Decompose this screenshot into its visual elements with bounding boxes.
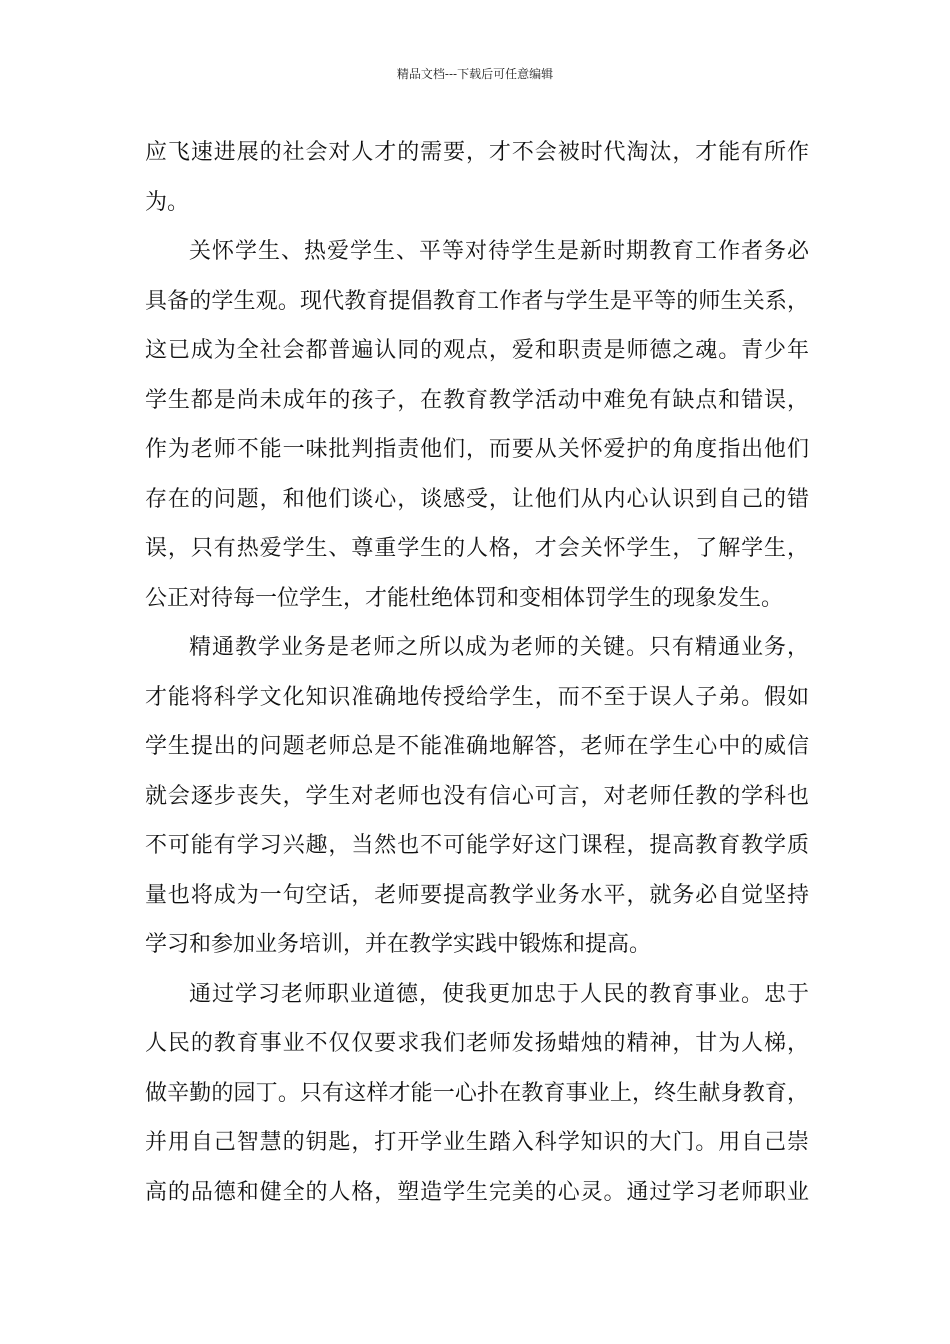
text-line: 量也将成为一句空话，老师要提高教学业务水平，就务必自觉坚持 — [145, 882, 809, 908]
text-line: 为。 — [145, 189, 190, 215]
text-line: 作为老师不能一味批判指责他们，而要从关怀爱护的角度指出他们 — [145, 437, 809, 462]
text-line: 高的品德和健全的人格，塑造学生完美的心灵。通过学习老师职业 — [145, 1179, 809, 1205]
text-line: 误，只有热爱学生、尊重学生的人格，才会关怀学生，了解学生， — [145, 536, 809, 561]
text-line: 具备的学生观。现代教育提倡教育工作者与学生是平等的师生关系， — [145, 288, 809, 314]
text-line: 人民的教育事业不仅仅要求我们老师发扬蜡烛的精神，甘为人梯， — [145, 1031, 809, 1056]
text-line: 存在的问题，和他们谈心，谈感受，让他们从内心认识到自己的错 — [145, 486, 809, 512]
document-body — [145, 128, 809, 1217]
text-line: 学生提出的问题老师总是不能准确地解答，老师在学生心中的威信 — [145, 734, 809, 759]
text-line: 做辛勤的园丁。只有这样才能一心扑在教育事业上，终生献身教育， — [145, 1080, 809, 1106]
text-line: 并用自己智慧的钥匙，打开学业生踏入科学知识的大门。用自己崇 — [145, 1130, 809, 1155]
page-header: 精品文档---下载后可任意编辑 — [396, 67, 554, 81]
text-line: 精通教学业务是老师之所以成为老师的关键。只有精通业务， — [189, 635, 809, 660]
text-line: 不可能有学习兴趣，当然也不可能学好这门课程，提高教育教学质 — [145, 833, 809, 858]
text-line: 学习和参加业务培训，并在教学实践中锻炼和提高。 — [145, 932, 652, 957]
text-line: 公正对待每一位学生，才能杜绝体罚和变相体罚学生的现象发生。 — [145, 585, 784, 611]
text-line: 应飞速进展的社会对人才的需要，才不会被时代淘汰，才能有所作 — [145, 140, 809, 165]
text-line: 通过学习老师职业道德，使我更加忠于人民的教育事业。忠于 — [189, 981, 809, 1007]
text-line: 这已成为全社会都普遍认同的观点，爱和职责是师德之魂。青少年 — [145, 338, 809, 363]
text-line: 才能将科学文化知识准确地传授给学生，而不至于误人子弟。假如 — [145, 684, 809, 710]
text-line: 就会逐步丧失，学生对老师也没有信心可言，对老师任教的学科也 — [145, 783, 809, 809]
text-line: 关怀学生、热爱学生、平等对待学生是新时期教育工作者务必 — [189, 239, 809, 264]
text-line: 学生都是尚未成年的孩子，在教育教学活动中难免有缺点和错误， — [145, 387, 809, 413]
